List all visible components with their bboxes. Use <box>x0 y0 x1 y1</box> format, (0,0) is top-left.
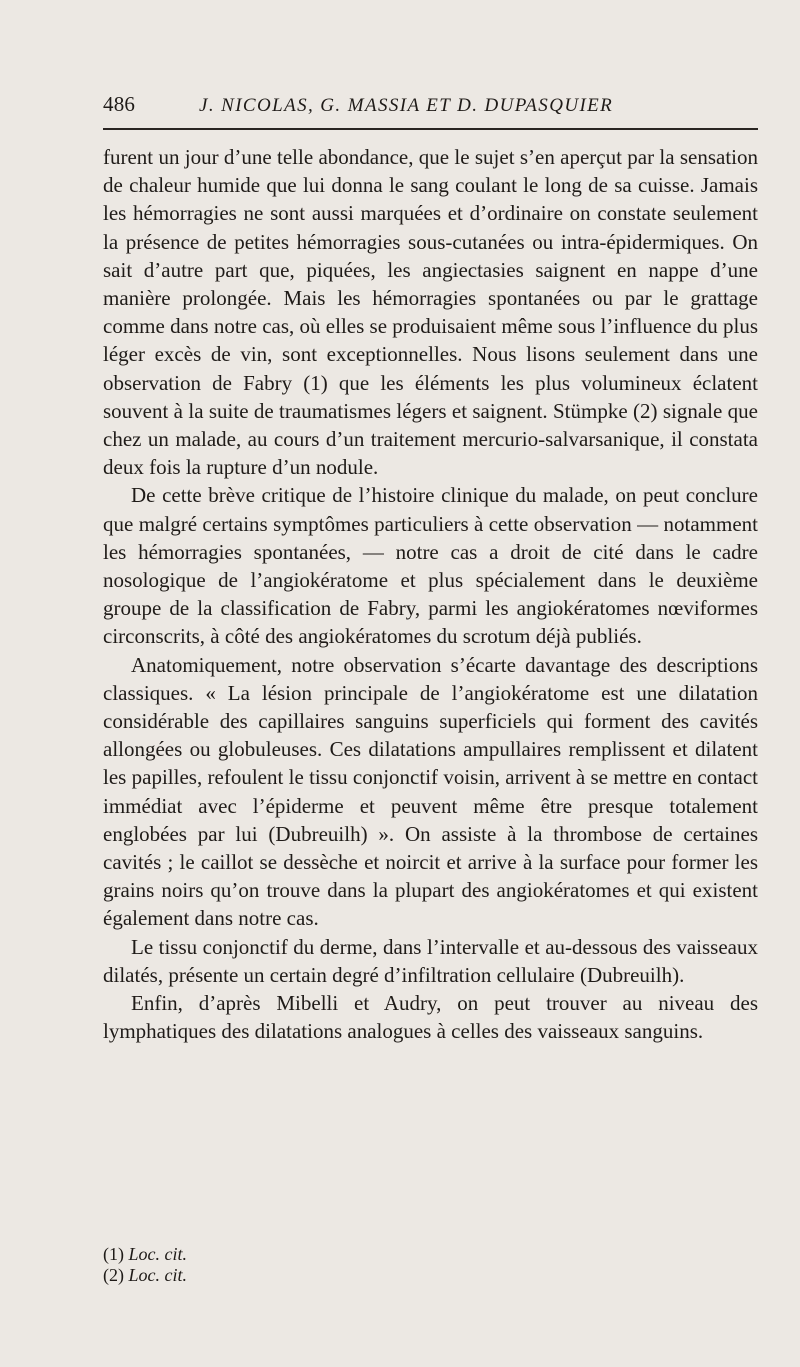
footnote-text: Loc. cit. <box>128 1265 187 1285</box>
header-rule <box>103 128 758 130</box>
footnote <box>103 1244 758 1265</box>
footnotes <box>103 1244 758 1286</box>
footnote-number: (1) <box>103 1244 124 1264</box>
page-number: 486 <box>103 92 136 116</box>
running-title: J. NICOLAS, G. MASSIA ET D. DUPASQUIER <box>199 95 614 116</box>
body-text <box>103 143 758 1046</box>
paragraph-conjunctive-tissue: Le tissu conjonctif du derme, dans l’intervalle et au-dessous des vaisseaux dilatés, présente un certain degré d’infiltration cellulaire (Dubreuilh). <box>103 934 758 987</box>
paragraph-anatomy: Anatomiquement, notre observation s’écarte davantage des descriptions classiques. « La lésion principale de l’angiokératome est une dilatation considérable des capillaires sanguins superficiels qui forment des cavités allongées ou globuleuses. Ces dilatations ampullaires remplissent et dilatent les papilles, refoulent le tissu conjonctif voisin, arrivent à se mettre en contact immédiat avec l’épiderme et peuvent même être presque totalement englobées par lui (Dubreuilh) ». On assiste à la thrombose de certaines cavités ; le caillot se dessèche et noircit et arrive à la surface pour former les grains noirs qu’on trouve dans la plupart des angiokératomes et qui existent également dans notre cas. <box>103 652 758 931</box>
paragraph-lymphatics: Enfin, d’après Mibelli et Audry, on peut trouver au niveau des lymphatiques des dilatations analogues à celles des vaisseaux sanguins. <box>103 991 758 1044</box>
footnote <box>103 1265 758 1286</box>
paragraph-clinical-critique: De cette brève critique de l’histoire clinique du malade, on peut conclure que malgré certains symptômes particuliers à cette observation — notamment les hémorragies spontanées, — notre cas a droit de cité dans le cadre nosologique de l’angiokératome et plus spécialement dans le deuxième groupe de la classification de Fabry, parmi les angiokératomes nœviformes circonscrits, à côté des angiokératomes du scrotum déjà publiés. <box>103 483 758 649</box>
page-header <box>103 92 758 120</box>
footnote-text: Loc. cit. <box>128 1244 187 1264</box>
paragraph-continuation: furent un jour d’une telle abondance, que le sujet s’en aperçut par la sensation de chaleur humide que lui donna le sang coulant le long de sa cuisse. Jamais les hémorragies ne sont aussi marquées et d’ordinaire on constate seulement la présence de petites hémorragies sous-cutanées ou intra-épidermiques. On sait d’autre part que, piquées, les angiectasies saignent en nappe d’une manière prolongée. Mais les hémorragies spontanées ou par le grattage comme dans notre cas, où elles se produisaient même sous l’influence du plus léger excès de vin, sont exceptionnelles. Nous lisons seulement dans une observation de Fabry (1) que les éléments les plus volumineux éclatent souvent à la suite de traumatismes légers et saignent. Stümpke (2) signale que chez un malade, au cours d’un traitement mercurio-salvarsanique, il constata deux fois la rupture d’un nodule. <box>103 145 758 480</box>
footnote-number: (2) <box>103 1265 124 1285</box>
